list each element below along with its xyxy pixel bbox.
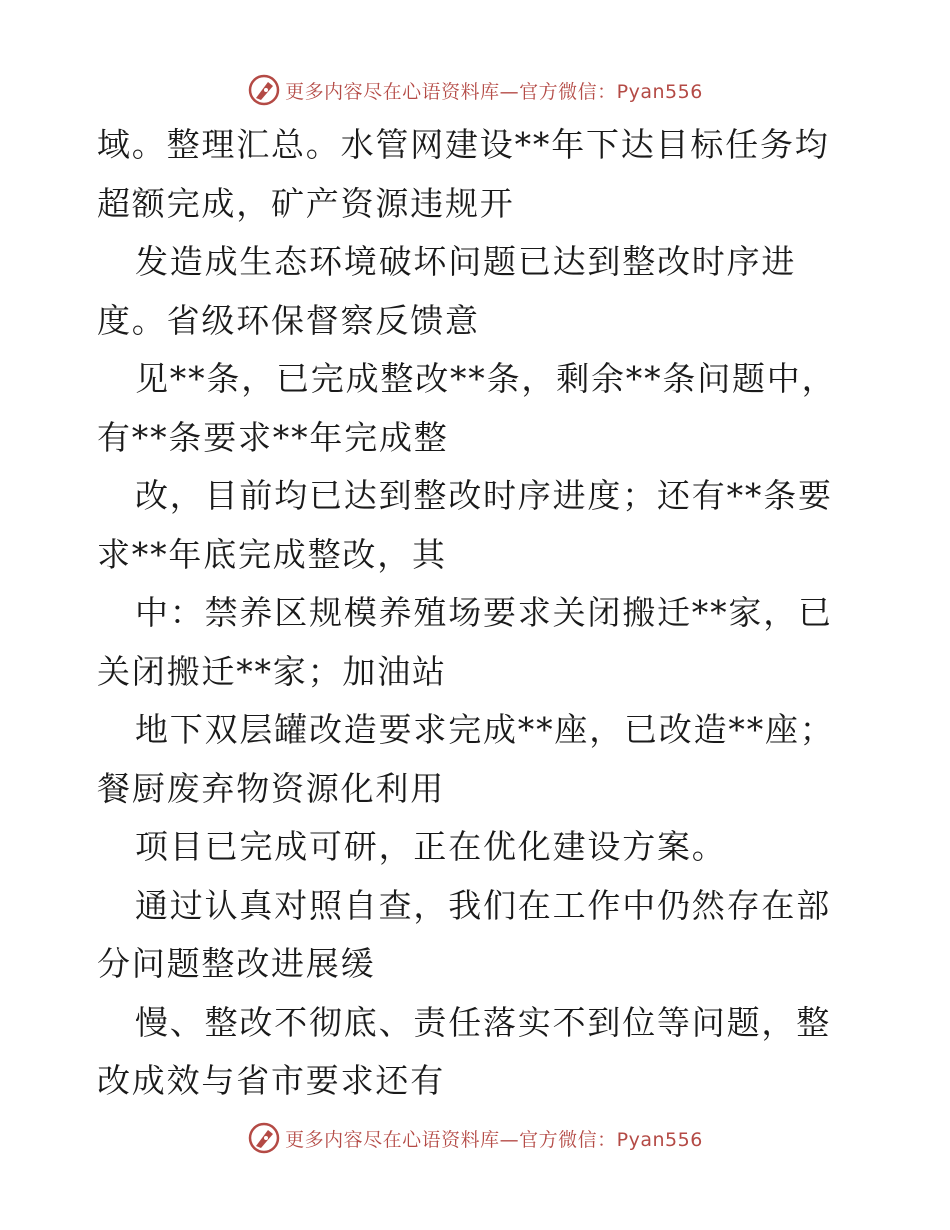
paragraph: 改，目前均已达到整改时序进度；还有**条要求**年底完成整改，其 bbox=[97, 476, 833, 574]
watermark-text: 更多内容尽在心语资料库—官方微信：Pyan556 bbox=[285, 80, 703, 103]
paragraph: 项目已完成可研，正在优化建设方案。 bbox=[135, 827, 727, 866]
pen-nib-logo-icon bbox=[247, 1121, 281, 1155]
paragraph: 见**条，已完成整改**条，剩余**条问题中，有**条要求**年完成整 bbox=[97, 359, 837, 457]
watermark-text: 更多内容尽在心语资料库—官方微信：Pyan556 bbox=[285, 1128, 703, 1151]
document-body bbox=[97, 116, 853, 1111]
footer-watermark bbox=[0, 1118, 950, 1158]
paragraph: 域。整理汇总。水管网建设**年下达目标任务均超额完成，矿产资源违规开 bbox=[97, 125, 830, 223]
header-watermark bbox=[0, 70, 950, 110]
paragraph: 中：禁养区规模养殖场要求关闭搬迁**家，已关闭搬迁**家；加油站 bbox=[97, 593, 833, 691]
paragraph: 慢、整改不彻底、责任落实不到位等问题，整改成效与省市要求还有 bbox=[97, 1002, 831, 1100]
paragraph: 发造成生态环境破坏问题已达到整改时序进度。省级环保督察反馈意 bbox=[97, 242, 797, 340]
pen-nib-logo-icon bbox=[247, 73, 281, 107]
paragraph: 通过认真对照自查，我们在工作中仍然存在部分问题整改进展缓 bbox=[97, 885, 831, 983]
paragraph: 地下双层罐改造要求完成**座，已改造**座；餐厨废弃物资源化利用 bbox=[97, 710, 835, 808]
